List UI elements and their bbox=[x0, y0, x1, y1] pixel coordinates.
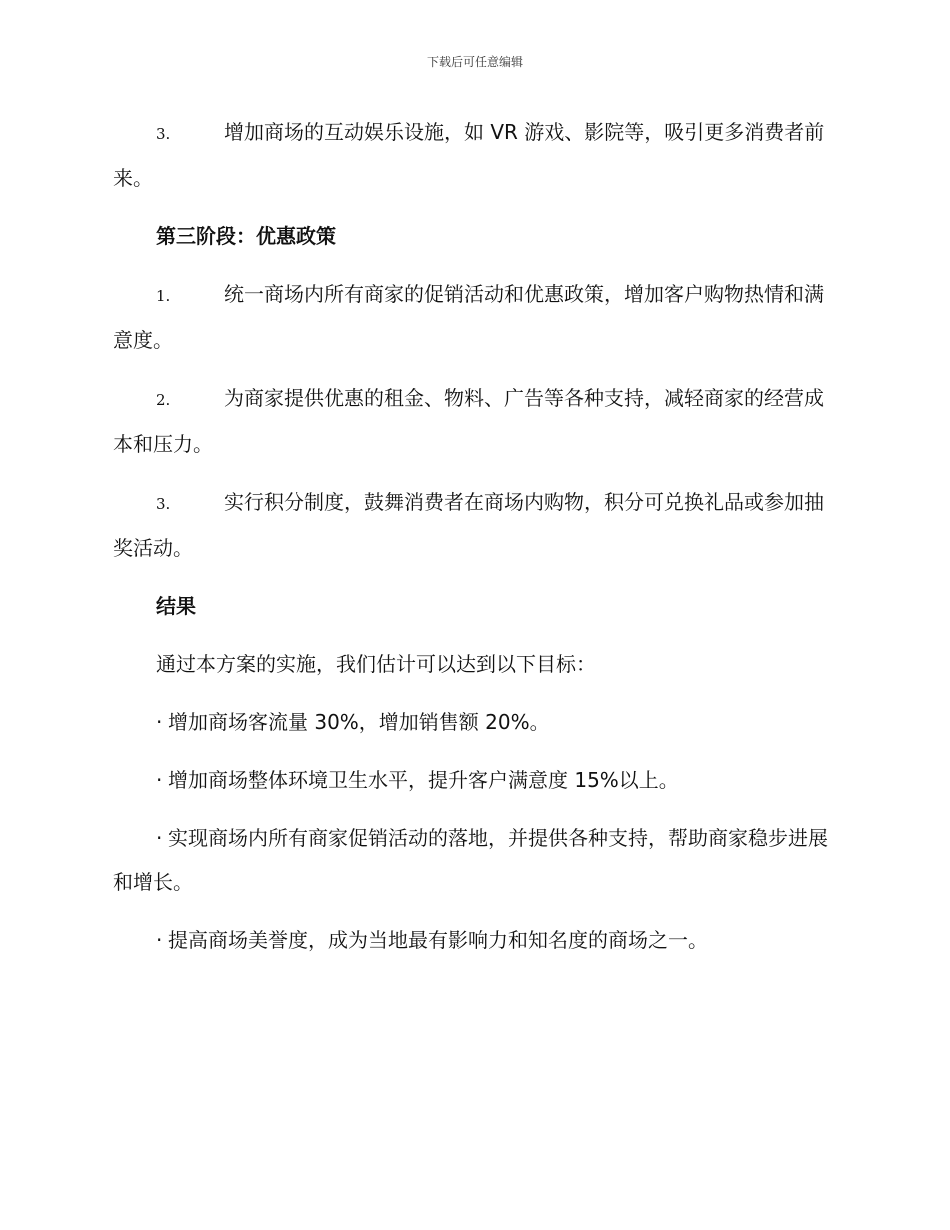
section-heading: 第三阶段：优惠政策 bbox=[156, 224, 336, 248]
list-text: 统一商场内所有商家的促销活动和优惠政策，增加客户购物热情和满意度。 bbox=[113, 282, 824, 352]
header-note: 下载后可任意编辑 bbox=[426, 55, 523, 69]
bullet-text: 增加商场客流量 30%，增加销售额 20%。 bbox=[168, 710, 550, 734]
results-intro: 通过本方案的实施，我们估计可以达到以下目标： bbox=[156, 652, 596, 676]
list-item bbox=[113, 272, 838, 362]
bullet-item bbox=[113, 700, 838, 744]
list-text: 增加商场的互动娱乐设施，如 VR 游戏、影院等，吸引更多消费者前来。 bbox=[113, 120, 825, 190]
bullet-item bbox=[113, 758, 838, 802]
bullet-dot: · bbox=[156, 768, 163, 792]
bullet-dot: · bbox=[156, 710, 163, 734]
list-number: 3. bbox=[156, 495, 171, 513]
results-heading: 结果 bbox=[156, 594, 196, 618]
bullet-text: 实现商场内所有商家促销活动的落地，并提供各种支持，帮助商家稳步进展和增长。 bbox=[113, 826, 828, 894]
list-number: 3. bbox=[156, 125, 171, 143]
bullet-dot: · bbox=[156, 928, 163, 952]
list-item bbox=[113, 110, 838, 200]
document-body bbox=[113, 110, 838, 976]
bullet-text: 提高商场美誉度，成为当地最有影响力和知名度的商场之一。 bbox=[168, 928, 708, 952]
bullet-item bbox=[113, 816, 838, 904]
list-item bbox=[113, 480, 838, 570]
list-text: 为商家提供优惠的租金、物料、广告等各种支持，减轻商家的经营成本和压力。 bbox=[113, 386, 824, 456]
bullet-item bbox=[113, 918, 838, 962]
bullet-dot: · bbox=[156, 826, 163, 850]
list-number: 1. bbox=[156, 287, 171, 305]
list-text: 实行积分制度，鼓舞消费者在商场内购物，积分可兑换礼品或参加抽奖活动。 bbox=[113, 490, 824, 560]
bullet-text: 增加商场整体环境卫生水平，提升客户满意度 15%以上。 bbox=[168, 768, 679, 792]
list-item bbox=[113, 376, 838, 466]
list-number: 2. bbox=[156, 391, 171, 409]
